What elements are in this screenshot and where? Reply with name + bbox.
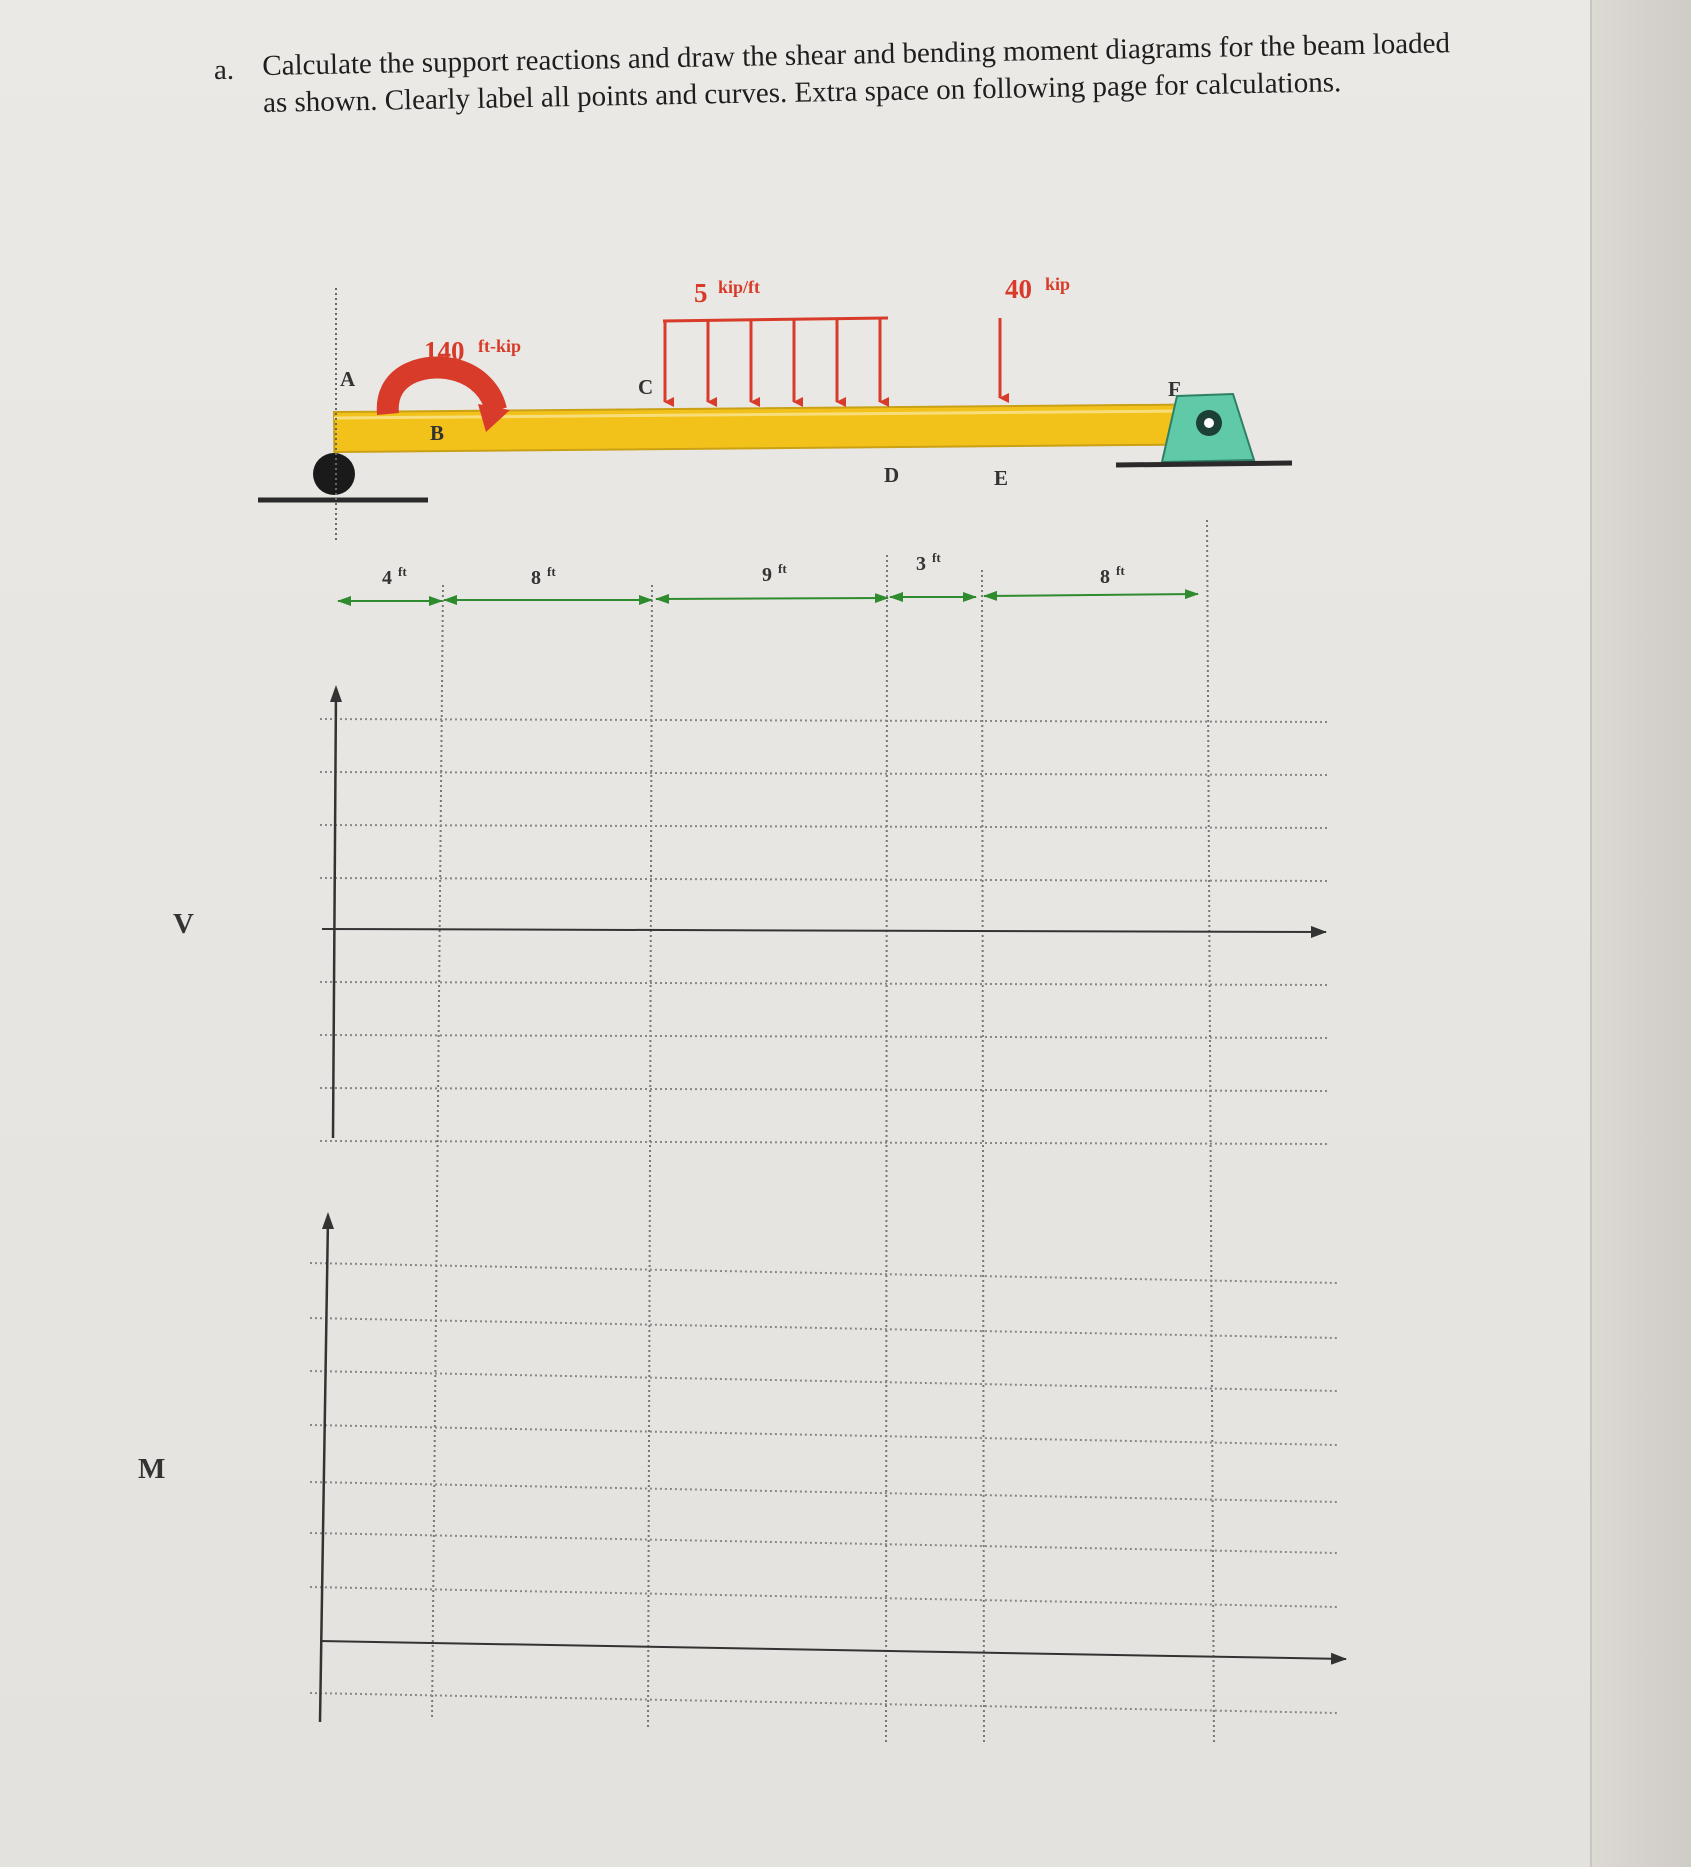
shear-grid-line: [320, 825, 1328, 828]
shear-axes: [322, 685, 1326, 1138]
point-load-value: 40: [1005, 274, 1032, 304]
question-label: a.: [214, 54, 235, 86]
moment-grid-line: [310, 1533, 1338, 1553]
distributed-load-value: 5: [694, 278, 708, 308]
point-load-unit: kip: [1045, 274, 1071, 294]
moment-axes: [320, 1212, 1346, 1722]
beam: [334, 405, 1188, 452]
moment-grid-line: [310, 1263, 1338, 1283]
distributed-load-unit: kip/ft: [718, 277, 761, 297]
point-label-a: A: [340, 367, 356, 391]
dimension-ef-unit: ft: [1116, 563, 1125, 578]
question-text: Calculate the support reactions and draw the shear and bending moment diagrams for the beam loaded as shown. Clearly label all points and curves. Extra space on following page for calculations.: [262, 27, 1451, 119]
distributed-load: [663, 318, 888, 321]
point-label-f: F: [1168, 377, 1181, 401]
shear-grid-line: [320, 772, 1328, 775]
shear-grid-line: [320, 719, 1328, 722]
moment-grid: [310, 1263, 1338, 1713]
shear-grid-line: [320, 1141, 1328, 1144]
shear-grid-line: [320, 1088, 1328, 1091]
shear-axis-label: V: [173, 908, 194, 940]
dimension-cd-unit: ft: [778, 561, 787, 576]
moment-grid-line: [310, 1587, 1338, 1607]
dimension-de-unit: ft: [932, 550, 941, 565]
moment-grid-line: [310, 1425, 1338, 1445]
dimension-bc-value: 8: [531, 567, 541, 589]
dimension-ab-unit: ft: [398, 564, 407, 579]
dimension-bc-unit: ft: [547, 564, 556, 579]
moment-load-unit: ft-kip: [478, 336, 522, 356]
distributed-load-arrows: [665, 319, 880, 403]
dimension-lines: [338, 594, 1198, 601]
shear-grid-line: [320, 982, 1328, 985]
roller-support-a: [258, 453, 428, 500]
point-label-d: D: [884, 463, 900, 487]
dimension-ef-value: 8: [1100, 566, 1110, 588]
shear-grid-line: [320, 878, 1328, 881]
moment-grid-line: [310, 1693, 1338, 1713]
moment-grid-line: [310, 1482, 1338, 1502]
point-label-e: E: [994, 466, 1009, 490]
vertical-guides: [432, 520, 1214, 1745]
dimension-cd-value: 9: [762, 564, 772, 586]
dimension-ab-value: 4: [382, 567, 392, 589]
moment-load-value: 140: [424, 336, 465, 366]
shear-grid-line: [320, 1035, 1328, 1038]
point-label-c: C: [638, 375, 654, 399]
dimension-de-value: 3: [916, 553, 926, 575]
moment-grid-line: [310, 1371, 1338, 1391]
point-label-b: B: [430, 421, 445, 445]
moment-grid-line: [310, 1318, 1338, 1338]
moment-axis-label: M: [138, 1453, 166, 1485]
